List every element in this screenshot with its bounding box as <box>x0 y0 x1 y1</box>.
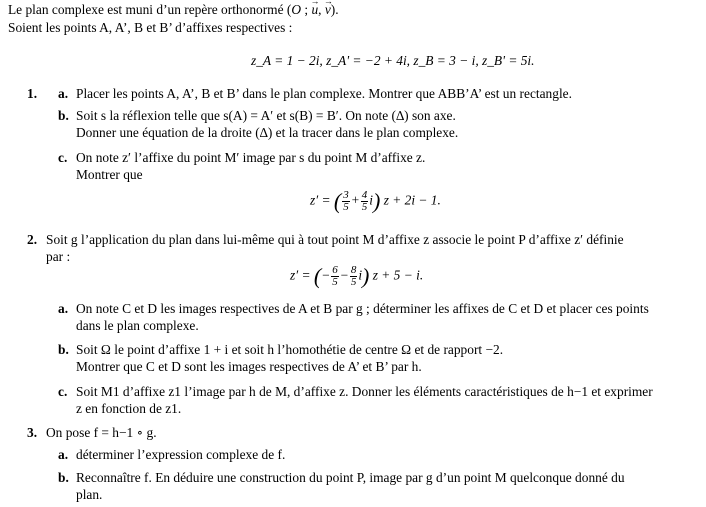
q2-frac2-num: 8 <box>350 264 357 276</box>
q2c-label: c. <box>58 384 68 399</box>
q1b-line2: Donner une équation de la droite (∆) et la tracer dans le plan complexe. <box>76 125 459 140</box>
q3a-text: déterminer l’expression complexe de f. <box>76 447 286 462</box>
q3-line1: On pose f = h−1 ∘ g. <box>46 425 157 440</box>
q1c-frac2-num: 4 <box>361 189 368 201</box>
q1c-plus: + <box>350 192 360 208</box>
q1a-label: a. <box>58 86 69 101</box>
q2-line2: par : <box>46 249 71 264</box>
q2b-line2: Montrer que C et D sont les images respectives de A’ et B’ par h. <box>76 359 422 374</box>
intro-line-2: Soient les points A, A’, B et B’ d’affixes respectives : <box>8 20 293 35</box>
q3b-line2: plan. <box>76 487 103 502</box>
q2-number: 2. <box>27 232 38 247</box>
q2b-label: b. <box>58 342 69 357</box>
vector-u: → u <box>311 2 318 18</box>
q1c-formula-rest: z + 2i − 1. <box>383 192 441 208</box>
q1b-label: b. <box>58 108 69 123</box>
q3b-label: b. <box>58 470 69 485</box>
q2a-line2: dans le plan complexe. <box>76 318 199 333</box>
q2a-label: a. <box>58 301 69 316</box>
q1-number: 1. <box>27 86 38 101</box>
q2c-line2: z en fonction de z1. <box>76 401 182 416</box>
q2-frac2-den: 5 <box>350 276 357 288</box>
q2-formula-rest: z + 5 − i. <box>372 267 424 283</box>
q1b-line1: Soit s la réflexion telle que s(A) = A′ et s(B) = B′. On note (∆) son axe. <box>76 108 456 123</box>
q1c-frac2-den: 5 <box>361 201 368 213</box>
q1c-label: c. <box>58 150 68 165</box>
intro-text: Le plan complexe est muni d’un repère orthonormé ( <box>8 2 292 17</box>
q2-formula-lhs: z′ = <box>290 267 311 283</box>
intro-line-1: Le plan complexe est muni d’un repère orthonormé (O ; → u, → v). <box>8 2 339 18</box>
q1c-frac1-num: 3 <box>343 189 349 201</box>
affixes-formula: z_A = 1 − 2i, z_A' = −2 + 4i, z_B = 3 − i, z_B' = 5i. <box>251 53 535 68</box>
q2b-line1: Soit Ω le point d’affixe 1 + i et soit h l’homothétie de centre Ω et de rapport −2. <box>76 342 504 357</box>
q3a-label: a. <box>58 447 69 462</box>
origin-symbol: O <box>291 2 302 17</box>
intro-end: ). <box>330 2 339 17</box>
q2-frac1-den: 5 <box>332 276 338 288</box>
q3-number: 3. <box>27 425 38 440</box>
q3b-line1: Reconnaître f. En déduire une construction du point P, image par g d’un point M quelconque donné du <box>76 470 625 485</box>
q1a-text: Placer les points A, A’, B et B’ dans le plan complexe. Montrer que ABB’A’ est un rectangle. <box>76 86 572 101</box>
q1c-line2: Montrer que <box>76 167 143 182</box>
q2c-line1: Soit M1 d’affixe z1 l’image par h de M, d’affixe z. Donner les éléments caractéristiques de h−1 et exprimer <box>76 384 653 399</box>
q2a-line1: On note C et D les images respectives de A et B par g ; déterminer les affixes de C et D et placer ces points <box>76 301 649 316</box>
q1c-frac1-den: 5 <box>343 201 349 213</box>
q1c-formula: z′ = ( $\frac{3}{5}$ + $\frac{4}{5}$ i) z + 2i − 1. <box>310 188 441 214</box>
vector-v: → v <box>325 2 331 18</box>
q2-frac1-num: 6 <box>332 264 338 276</box>
q2-line1: Soit g l’application du plan dans lui-même qui à tout point M d’affixe z associe le point P d’affixe z′ définie <box>46 232 624 247</box>
q1c-line1: On note z′ l’affixe du point M′ image par s du point M d’affixe z. <box>76 150 426 165</box>
q2-formula: z′ = (− $\frac{6}{5}$ − $\frac{8}{5}$ i) z + 5 − i. <box>290 263 424 289</box>
q1c-formula-lhs: z′ = <box>310 192 331 208</box>
